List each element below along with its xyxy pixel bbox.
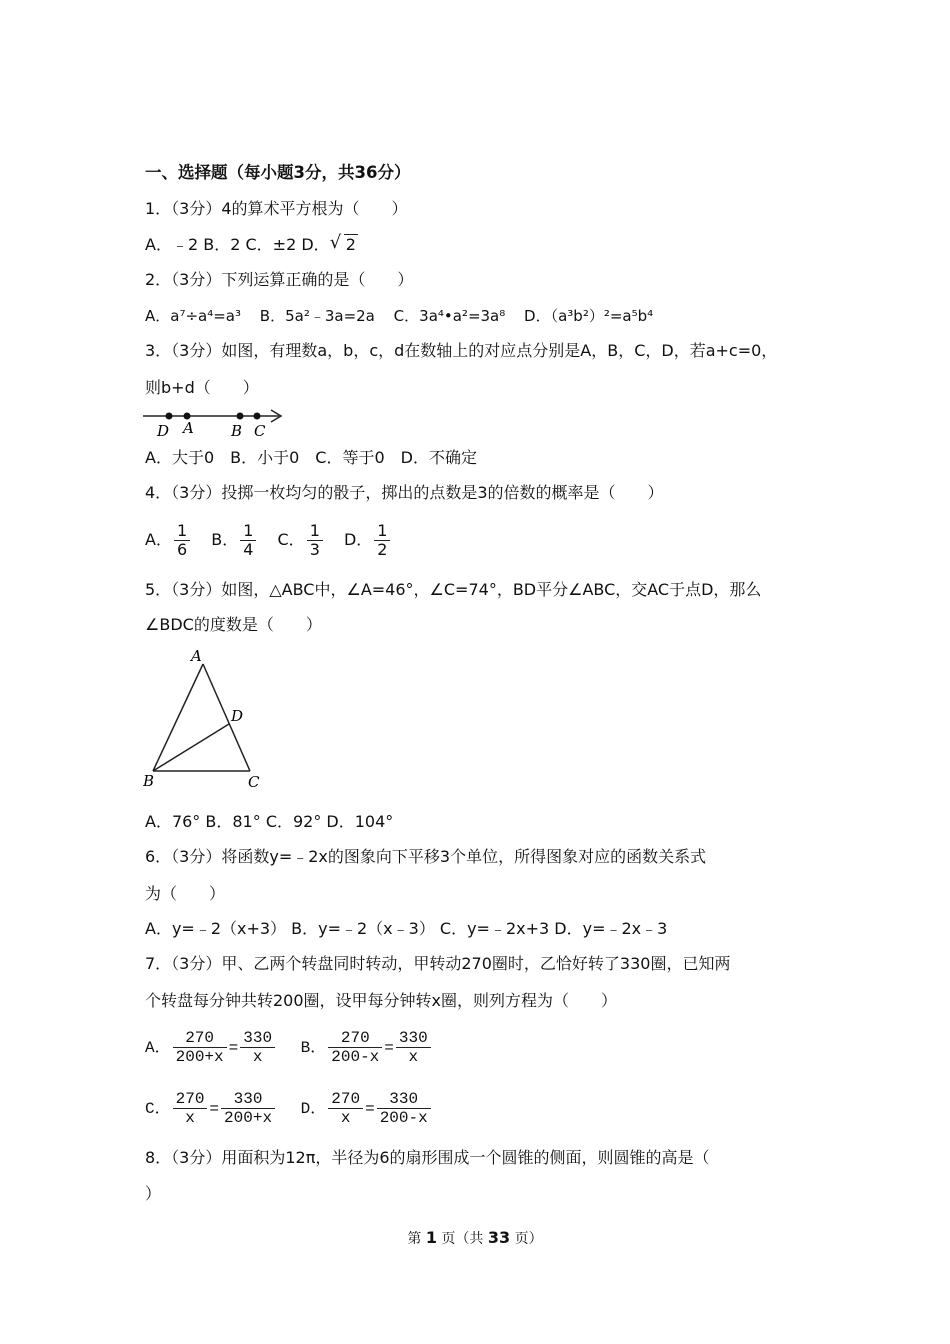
- section-title: 一、选择题（每小题3分，共36分）: [145, 163, 411, 182]
- q2-option-b[interactable]: B．5a²﹣3a=2a: [259, 307, 375, 325]
- q1-option-c[interactable]: C．±2: [245, 235, 297, 254]
- q7-option-d[interactable]: D． $\frac{270}{x}$ = $\frac{330}{200-x}$: [301, 1088, 433, 1130]
- question-3-options[interactable]: A．大于0 B．小于0 C．等于0 D．不确定: [145, 448, 477, 467]
- question-4-stem: 4．（3分）投掷一枚均匀的骰子，掷出的点数是3的倍数的概率是（ ）: [145, 483, 664, 502]
- question-7-stem-line2: 个转盘每分钟共转200圈，设甲每分钟转x圈，则列方程为（ ）: [145, 991, 618, 1010]
- question-8-stem-line2: ）: [145, 1184, 162, 1203]
- q7-option-a[interactable]: A． $\frac{270}{200+x}$ = $\frac{330}{x}$: [145, 1027, 277, 1069]
- point-c: [254, 413, 261, 420]
- triangle-figure: [143, 646, 268, 794]
- question-1-options: [145, 234, 358, 256]
- point-d-label: D: [231, 707, 244, 725]
- vertex-c: C: [248, 773, 260, 791]
- question-2-options: [145, 305, 667, 327]
- number-line-figure: [143, 406, 288, 440]
- q1-option-d[interactable]: D． √ 2: [301, 232, 356, 254]
- q7-option-b[interactable]: B． $\frac{270}{200-x}$ = $\frac{330}{x}$: [301, 1027, 433, 1069]
- total-page-count: 33: [487, 1228, 511, 1247]
- q4-option-a[interactable]: A． $\frac{1}{6}$: [145, 520, 192, 560]
- label-a: A: [183, 419, 194, 437]
- point-d: [166, 413, 173, 420]
- question-5-stem-line1: 5．（3分）如图，△ABC中，∠A=46°，∠C=74°，BD平分∠ABC，交AC于点D，那么: [145, 580, 762, 599]
- question-2-stem: 2．（3分）下列运算正确的是（ ）: [145, 270, 414, 289]
- page-footer: 第 1 页（共 33 页）: [407, 1228, 543, 1247]
- q2-option-d[interactable]: D．（a³b²）²=a⁵b⁴: [524, 307, 654, 325]
- q4-option-d[interactable]: D． $\frac{1}{2}$: [344, 520, 393, 560]
- sqrt-symbol: √ 2: [329, 232, 356, 254]
- label-c: C: [254, 422, 266, 440]
- question-7-options-ab: [145, 1027, 447, 1069]
- current-page-number: 1: [425, 1228, 437, 1247]
- label-b: B: [231, 422, 243, 440]
- q2-option-c[interactable]: C．3a⁴•a²=3a⁸: [393, 307, 506, 325]
- question-5-options[interactable]: A．76° B．81° C．92° D．104°: [145, 812, 394, 831]
- point-b: [237, 413, 244, 420]
- question-6-stem-line1: 6．（3分）将函数y=﹣2x的图象向下平移3个单位，所得图象对应的函数关系式: [145, 847, 707, 866]
- label-d: D: [157, 422, 170, 440]
- question-3-stem-line1: 3．（3分）如图，有理数a，b，c，d在数轴上的对应点分别是A，B，C，D，若a+c=0，: [145, 341, 778, 360]
- q4-option-b[interactable]: B． $\frac{1}{4}$: [211, 520, 258, 560]
- vertex-a: A: [191, 647, 202, 665]
- question-6-options[interactable]: A．y=﹣2（x+3） B．y=﹣2（x﹣3） C．y=﹣2x+3 D．y=﹣2x﹣3: [145, 919, 668, 938]
- question-6-stem-line2: 为（ ）: [145, 884, 226, 903]
- question-7-options-cd: [145, 1088, 447, 1130]
- q1-option-a[interactable]: A．﹣2: [145, 235, 199, 254]
- question-8-stem-line1: 8．（3分）用面积为12π，半径为6的扇形围成一个圆锥的侧面，则圆锥的高是（: [145, 1148, 710, 1167]
- q7-option-c[interactable]: C． $\frac{270}{x}$ = $\frac{330}{200+x}$: [145, 1088, 277, 1130]
- question-1-stem: 1．（3分）4的算术平方根为（ ）: [145, 199, 408, 218]
- vertex-b: B: [143, 772, 155, 790]
- question-3-stem-line2: 则b+d（ ）: [145, 378, 259, 397]
- question-4-options: [145, 520, 406, 560]
- q2-option-a[interactable]: A．a⁷÷a⁴=a³: [145, 307, 242, 325]
- question-7-stem-line1: 7．（3分）甲、乙两个转盘同时转动，甲转动270圈时，乙恰好转了330圈，已知两: [145, 954, 731, 973]
- q1-option-b[interactable]: B．2: [203, 235, 241, 254]
- q4-option-c[interactable]: C． $\frac{1}{3}$: [278, 520, 325, 560]
- question-5-stem-line2: ∠BDC的度数是（ ）: [145, 615, 322, 634]
